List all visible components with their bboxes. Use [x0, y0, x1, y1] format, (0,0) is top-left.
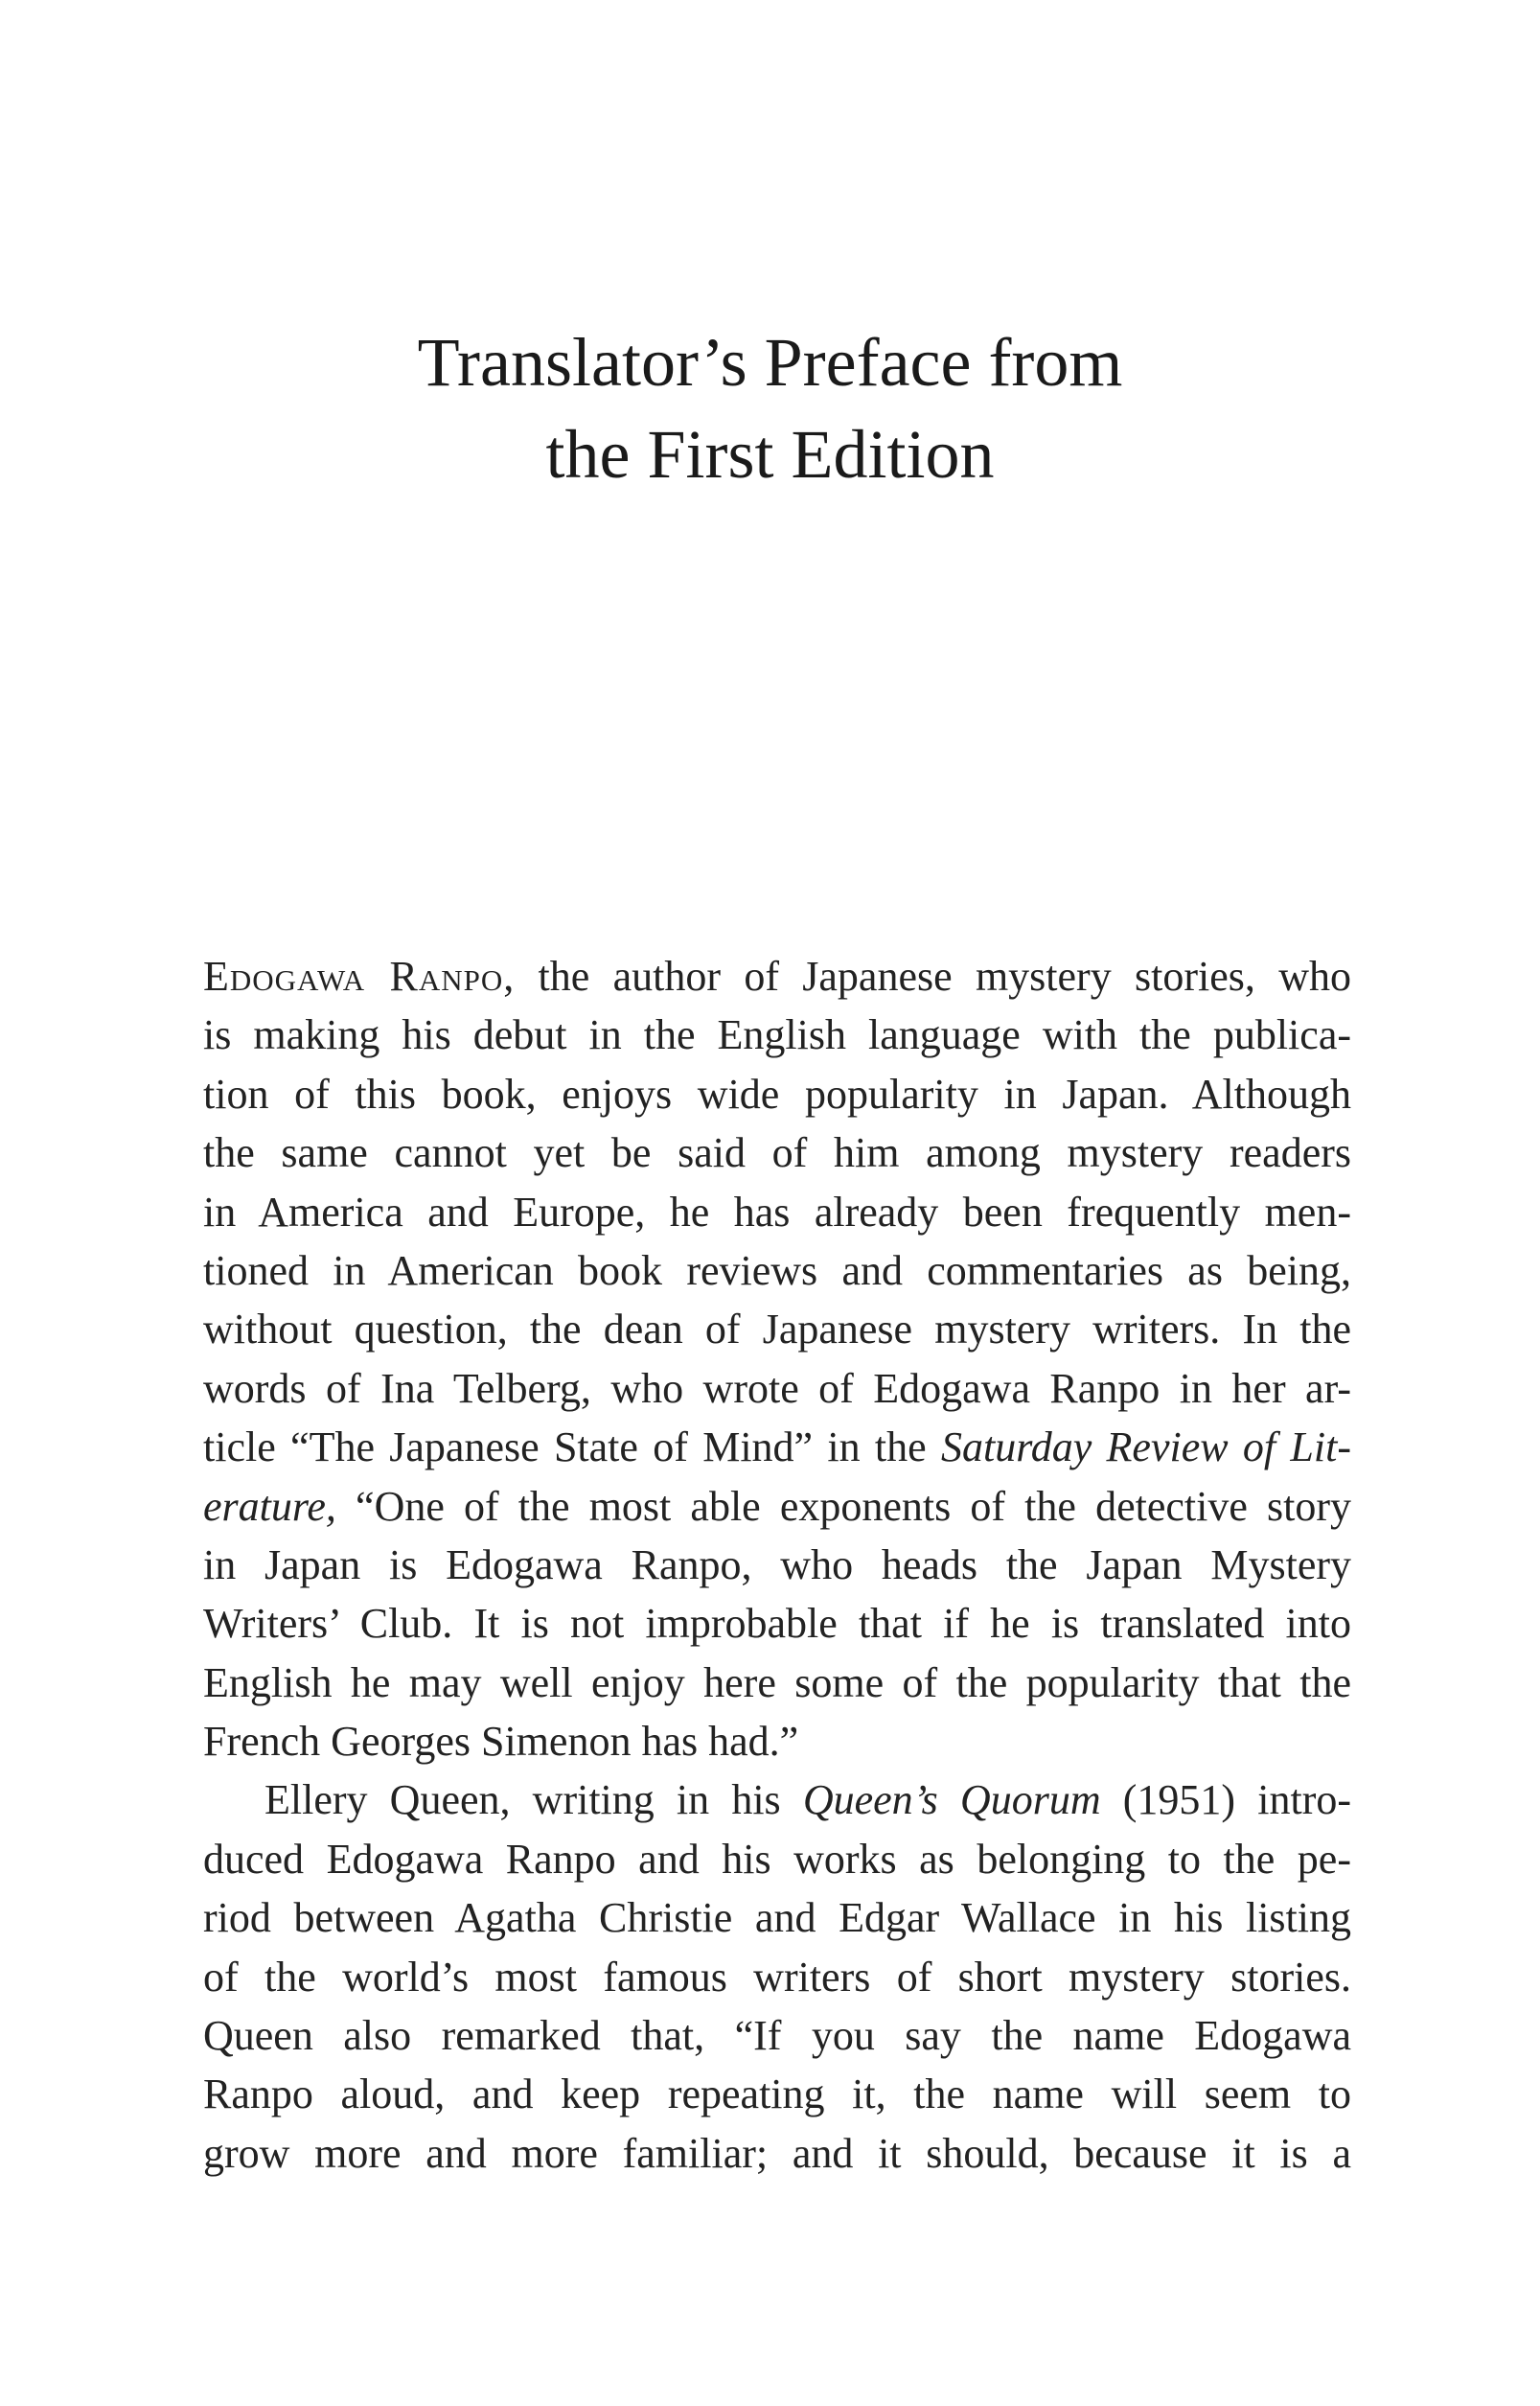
text-line: the same cannot yet be said of him among mystery readers: [203, 1129, 1351, 1177]
publication-title-italic: Saturday Review of Lit-: [940, 1423, 1351, 1471]
chapter-title: [0, 316, 1540, 500]
text-line: duced Edogawa Ranpo and his works as belonging to the pe-: [203, 1835, 1351, 1883]
text-line: Ranpo aloud, and keep repeating it, the name will seem to: [203, 2071, 1351, 2118]
publication-title-italic: erature,: [203, 1482, 336, 1530]
text-line: English he may well enjoy here some of the popularity that the: [203, 1658, 1351, 1706]
book-title-italic: Queen’s Quorum: [802, 1776, 1101, 1824]
text-line: words of Ina Telberg, who wrote of Edogawa Ranpo in her ar-: [203, 1364, 1351, 1412]
text-span: “One of the most able exponents of the detective story: [335, 1482, 1351, 1530]
text-line: in America and Europe, he has already been frequently men-: [203, 1188, 1351, 1236]
text-line: tion of this book, enjoys wide popularity in Japan. Although: [203, 1070, 1351, 1118]
text-line: Queen also remarked that, “If you say the name Edogawa: [203, 2012, 1351, 2060]
text-line: Writers’ Club. It is not improbable that if he is translated into: [203, 1600, 1351, 1648]
author-name-small-caps: Edogawa Ranpo,: [203, 953, 516, 1000]
text-line: riod between Agatha Christie and Edgar Wallace in his listing: [203, 1894, 1351, 1942]
text-span: Ellery Queen, writing in his: [264, 1776, 803, 1824]
text-span: (1951) intro-: [1100, 1776, 1351, 1824]
text-line: French Georges Simenon has had.”: [203, 1718, 799, 1766]
text-line: tioned in American book reviews and commentaries as being,: [203, 1246, 1351, 1294]
text-line: of the world’s most famous writers of short mystery stories.: [203, 1953, 1351, 2001]
text-line: is making his debut in the English language with the publica-: [203, 1011, 1351, 1059]
text-line: in Japan is Edogawa Ranpo, who heads the Japan Mystery: [203, 1540, 1351, 1588]
text-line: without question, the dean of Japanese mystery writers. In the: [203, 1306, 1351, 1353]
text-line: grow more and more familiar; and it should, because it is a: [203, 2129, 1351, 2177]
text-line: [203, 1477, 1351, 1536]
paragraph-2: [203, 1770, 1351, 2183]
text-line: [203, 1770, 1351, 1829]
text-line: [203, 1418, 1351, 1476]
text-span: ticle “The Japanese State of Mind” in the: [203, 1423, 941, 1471]
paragraph-1: [203, 947, 1351, 1770]
text-span: the author of Japanese mystery stories, who: [515, 953, 1351, 1000]
chapter-title-line-1: Translator’s Preface from: [417, 324, 1123, 401]
chapter-title-line-2: the First Edition: [545, 416, 995, 493]
text-line: [203, 947, 1351, 1006]
preface-body: [203, 947, 1351, 2183]
